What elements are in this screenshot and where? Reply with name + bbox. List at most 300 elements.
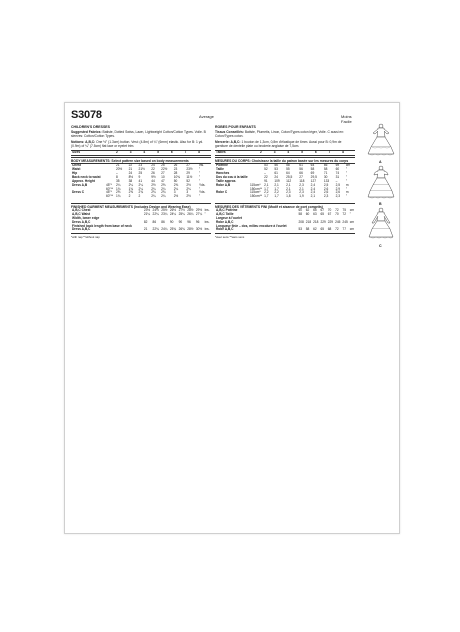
unit-cell: ins. (204, 207, 210, 212)
fabric-width (288, 228, 298, 232)
measurement-cell: 2,2 (274, 190, 279, 195)
measurement-cell: 2¼ (186, 186, 191, 191)
row-label: Dos du cou à la taille (216, 174, 248, 179)
unit-cell: " (199, 170, 201, 175)
measurement-cell: 25 (161, 163, 165, 168)
sizes-label-fr: Tailles (215, 151, 249, 156)
unit-cell: cm (349, 219, 354, 224)
measurement-cell: 2,6 (323, 190, 329, 195)
notions-text: One ½" (1.3cm) button. Vest: (4.8m) of ¼" (6mm) elastic. Also for B: 1 yd. (0.9m) of ¼" (7.5cm) flat lace or eyelet trim. (71, 140, 204, 149)
measurement-cell: 109 (274, 178, 280, 183)
difficulty-level-en: Average (199, 114, 214, 119)
measurement-cell: 2¼ (116, 182, 121, 187)
measurement-cell: 72 (342, 211, 346, 216)
measurement-cell: 245 (335, 219, 341, 224)
row-label: Robe A,B,C (216, 227, 234, 232)
fabric-width: 45"* (106, 190, 112, 195)
measurement-cell: 21 (116, 163, 120, 168)
measurement-cell: 2¼ (161, 194, 166, 199)
measurement-cell: 53 (298, 227, 302, 232)
row-label: A,B,C Poitrine (216, 207, 238, 212)
difficulty-level-fr: Moins Facile (341, 114, 352, 124)
fabrics-text: Batiste, Dotted Swiss, Lawn, Lightweight Cotton/Cotton Types. Voile. B sleeves: Cotton/Cotton Types. (71, 130, 206, 139)
footnote-fr: *avec sens **sans sens (215, 235, 245, 240)
measurement-cell: 96 (187, 219, 191, 224)
measurement-cell: 67 (320, 207, 324, 212)
notions-text-fr: 1 bouton de 1,3cm, 0,8m d'élastique de 6mm. Aussi pour B: 0,9m de garniture de dentelle plate ou broderie anglaise de 7,5cm. (215, 140, 342, 149)
measurement-cell: 69 (310, 170, 315, 175)
unit-cell: " (199, 178, 201, 183)
measurement-cell: 208 (298, 219, 304, 224)
measurement-cell: 23½ (186, 166, 193, 171)
measurement-cell: 2½ (186, 194, 191, 199)
measurement-cell: 69 (335, 163, 340, 168)
measurement-cell: 62 (305, 207, 310, 212)
size-header: 8 (341, 151, 355, 156)
measurement-cell: 2,5 (335, 182, 341, 187)
row-label: Dress A,B,C (72, 219, 91, 224)
measurement-cell: 25,5 (286, 174, 293, 179)
dress-b-icon (365, 165, 397, 201)
measurement-cell: 64 (310, 163, 315, 168)
measurement-cell: 27 (299, 174, 303, 179)
body-measurements-table-fr (215, 164, 355, 199)
measurement-cell: 58 (310, 166, 315, 171)
measurement-cell: 52 (264, 166, 268, 171)
unit-cell: m (345, 190, 349, 195)
measurement-cell: 22¼ (152, 211, 159, 216)
measurement-cell: 41 (138, 178, 143, 183)
fabric-width: 115cm* (250, 190, 261, 195)
unit-cell: " (199, 186, 201, 191)
measurement-cell: – (264, 170, 266, 175)
unit-cell: " (345, 174, 348, 179)
measurement-cell: 90 (178, 219, 183, 224)
row-label: Dress A,B,C (72, 227, 91, 232)
pattern-envelope-back (64, 102, 400, 534)
measurement-cell: 2,1 (264, 182, 269, 187)
measurement-cell: 10¾ (173, 174, 180, 179)
measurement-cell: 245 (342, 219, 348, 224)
measurement-cell: 61 (274, 170, 278, 175)
measurement-cell: 2,3 (323, 194, 329, 199)
unit-cell: " (345, 194, 348, 199)
fabric-width: 60"** (106, 194, 114, 199)
measurement-cell: 25 (138, 170, 143, 175)
measurement-cell: 68 (327, 227, 332, 232)
body-measurements-table (71, 164, 211, 199)
measurement-cell: 229 (327, 219, 334, 224)
unit-cell: ins. (199, 163, 204, 168)
measurement-cell: 96 (195, 219, 200, 224)
unit-cell: Yds. (199, 182, 206, 187)
row-label: Width, lower edge (72, 215, 100, 220)
measurement-cell: 23¼ (161, 211, 168, 216)
measurement-cell: 77 (342, 227, 346, 232)
measurement-cell: 26¼ (187, 211, 194, 216)
measurement-cell: 21¼ (143, 211, 151, 216)
measurement-cell: 1,7 (274, 194, 279, 199)
body-measurements-heading: BODY MEASUREMENTS: Select pattern size based on body measurements (71, 157, 211, 164)
measurement-cell: 133 (323, 178, 330, 183)
measurement-cell: 28 (173, 170, 178, 175)
table-row (215, 228, 355, 232)
measurement-cell: 27½ (178, 207, 185, 212)
measurement-cell: 22½ (161, 166, 168, 171)
measurement-cell: 58 (323, 166, 328, 171)
dress-a-illustration (365, 123, 397, 164)
body-measurements-heading-fr: MESURES DU CORPS: Choisissez la taille du patron basée sur les mesures du corps (215, 157, 355, 164)
measurement-cell: 8½ (128, 174, 134, 179)
measurement-cell: 2⅝ (161, 182, 166, 187)
notions-paragraph (71, 140, 211, 148)
measurement-cell: 61 (299, 163, 303, 168)
table-row (215, 195, 355, 199)
measurement-cell: – (335, 178, 338, 183)
size-header: 5 (156, 151, 170, 156)
row-label: Longueur finie – dos, milieu encolure à l'ourlet (216, 223, 287, 228)
measurement-cell: 55 (286, 166, 290, 171)
row-label (71, 195, 105, 199)
fabrics-paragraph-fr (215, 130, 355, 138)
measurement-cell: 86 (161, 219, 165, 224)
measurement-cell: 31 (335, 174, 340, 179)
measurement-cell: 47 (161, 178, 165, 183)
row-label: Robe C (216, 190, 228, 195)
row-label: Waist (72, 166, 81, 171)
measurement-cell: 2¼ (138, 186, 143, 191)
finished-measurements-heading-fr: MESURES DES VÊTEMENTS FINI (Modif et aisance de port comprits) (215, 203, 355, 209)
measurement-cell: 71 (323, 170, 328, 175)
measurement-cell: 24 (128, 170, 133, 175)
row-label: Chest (72, 163, 81, 168)
measurement-cell: 27¼ (195, 211, 203, 216)
measurement-cell: 67 (327, 211, 332, 216)
measurement-cell: 75 (342, 207, 346, 212)
dress-c-illustration (365, 207, 397, 248)
measurement-cell: 8 (116, 174, 118, 179)
measurement-cell: 2⅝ (128, 190, 134, 195)
measurement-cell: 1,7 (264, 186, 269, 191)
size-header: 6 (314, 151, 328, 156)
measurement-cell: 35 (116, 178, 120, 183)
measurement-cell: 28½ (187, 227, 194, 232)
measurement-cell: 2½ (151, 182, 156, 187)
measurement-cell: 2,1 (299, 186, 304, 191)
footnote: *with nap **without nap (71, 235, 100, 240)
table-row (71, 195, 211, 199)
header (71, 109, 361, 123)
measurement-cell: 65 (320, 211, 324, 216)
measurement-cell: 1,9 (299, 194, 304, 199)
measurement-cell: 2,6 (335, 190, 341, 195)
measurement-cell: 56 (274, 163, 278, 168)
measurement-cell: 2 (128, 194, 131, 199)
measurement-cell: 11½ (186, 174, 193, 179)
unit-cell: " (345, 166, 348, 171)
measurement-cell: 28½ (187, 207, 194, 212)
measurement-cell: 53 (274, 166, 278, 171)
measurement-cell: 127 (310, 178, 316, 183)
row-label: Dress A,B (72, 182, 88, 187)
measurement-cell: 2,4 (310, 182, 316, 187)
table-row (71, 228, 211, 232)
measurement-cell: 2⅝ (173, 182, 179, 187)
size-header: 4 (286, 151, 300, 156)
row-label: Robe A,B,C (216, 219, 234, 224)
measurement-cell: 2¼ (173, 186, 179, 191)
measurement-cell: 60 (305, 211, 310, 216)
size-header: 5 (300, 151, 314, 156)
measurement-cell: 22 (151, 166, 155, 171)
measurement-cell: 74 (335, 170, 340, 175)
measurement-cell: 112 (286, 178, 292, 183)
fabrics-label-fr: Tissus Conseillés: (215, 130, 244, 135)
measurement-cell: 2,4 (310, 190, 316, 195)
dress-a-icon (365, 123, 397, 159)
measurement-cell: 38 (128, 178, 133, 183)
measurement-cell: 2¼ (161, 186, 166, 191)
figure-label-a: A (379, 160, 382, 164)
finished-measurements-heading: FINISHED GARMENT MEASUREMENTS (Includes Design and Wearing Ease) (71, 203, 211, 209)
measurement-cell: 91 (264, 178, 268, 183)
measurement-cell: – (116, 170, 118, 175)
measurement-cell: 1,7 (264, 194, 269, 199)
fabrics-paragraph (71, 130, 211, 138)
measurement-cell: 2,1 (310, 194, 316, 199)
size-header: 2 (115, 151, 129, 156)
measurement-cell: 27 (161, 170, 165, 175)
measurement-cell: 72 (335, 227, 339, 232)
unit-cell: " (204, 211, 206, 216)
unit-cell: Yds. (199, 190, 206, 195)
english-column (71, 125, 211, 239)
notions-paragraph-fr (215, 140, 355, 148)
measurement-cell: 60 (335, 166, 340, 171)
measurement-cell: 2¾ (161, 190, 166, 195)
measurement-cell: 1¾ (116, 194, 121, 199)
row-label: Largeur à l'ourlet (216, 215, 242, 220)
measurement-cell: 1¾ (116, 186, 121, 191)
measurement-cell: 23 (173, 166, 178, 171)
measurement-cell: 2,5 (323, 182, 329, 187)
measurement-cell: 25¾ (169, 227, 177, 232)
size-header: 7 (184, 151, 198, 156)
sizes-table-fr (215, 150, 355, 156)
unit-cell: " (345, 178, 348, 183)
measurement-cell: 2¼ (151, 186, 156, 191)
measurement-cell: 24¼ (161, 227, 168, 232)
measurement-cell: 50 (173, 178, 178, 183)
row-label: Finished back length from base of neck (72, 223, 132, 228)
measurement-cell: 218 (305, 219, 312, 224)
measurement-cell: 29½ (195, 207, 203, 212)
measurement-cell: 27 (186, 163, 190, 168)
pattern-code: S3078 (71, 109, 102, 121)
measurement-cell: 29 (186, 170, 190, 175)
measurement-cell: 2,3 (299, 182, 304, 187)
measurement-cell: 2,3 (286, 190, 291, 195)
measurement-cell: 3 (173, 190, 176, 195)
size-header: 2 (259, 151, 273, 156)
fabrics-label: Suggested Fabrics: (71, 130, 102, 135)
row-label: A,B,C Waist (72, 211, 90, 216)
figure-label-c: C (379, 244, 382, 248)
unit-cell: ins. (204, 227, 210, 232)
section-title-fr: ROBES POUR ENFANTS (215, 125, 256, 129)
measurement-cell: 25½ (161, 207, 168, 212)
measurement-cell: 30½ (195, 227, 203, 232)
measurement-cell: 53 (264, 163, 268, 168)
measurement-cell: 21½ (138, 166, 145, 171)
measurement-cell: 30 (323, 174, 328, 179)
measurement-cell: 82 (143, 219, 148, 224)
measurement-cell: 2½ (186, 182, 191, 187)
measurement-cell: 63 (313, 211, 317, 216)
measurement-cell: 2¼ (128, 182, 134, 187)
unit-cell: " (199, 194, 201, 199)
unit-cell: " (199, 166, 201, 171)
unit-cell: " (345, 186, 348, 191)
figure-label-b: B (379, 202, 382, 206)
measurement-cell: 26½ (169, 207, 177, 212)
fabric-width: 150cm** (250, 194, 263, 199)
row-label (215, 195, 249, 199)
measurement-cell: 24½ (152, 207, 159, 212)
sizes-row-fr (215, 151, 355, 156)
measurement-cell: 2¼ (151, 194, 156, 199)
measurement-cell: 3 (186, 190, 189, 195)
measurement-cell: 86 (152, 219, 157, 224)
measurement-cell: 2,9 (335, 186, 341, 191)
size-header: 6 (170, 151, 184, 156)
row-label: Robe A,B (216, 182, 231, 187)
measurement-cell: 23½ (143, 207, 151, 212)
size-header: 4 (142, 151, 156, 156)
measurement-cell: 56 (299, 166, 303, 171)
measurement-cell: 26 (173, 163, 178, 168)
measurement-cell: 229 (320, 219, 326, 224)
unit-cell: ins. (204, 219, 210, 224)
fabric-width: 115cm* (250, 182, 261, 187)
measurement-cell: 218 (313, 219, 319, 224)
measurement-cell: 1,8 (286, 194, 291, 199)
size-header: 8 (197, 151, 211, 156)
measurement-cell: 118 (299, 178, 305, 183)
finished-measurements-table-fr (215, 209, 355, 232)
row-label: A,B,C Taille (216, 211, 234, 216)
measurement-cell: 24¼ (169, 211, 177, 216)
measurement-cell: 2,2 (264, 190, 269, 195)
measurement-cell: 9½ (151, 174, 156, 179)
measurement-cell: 1¾ (128, 186, 134, 191)
measurement-cell: 90 (169, 219, 174, 224)
measurement-cell: 9 (138, 174, 141, 179)
unit-cell: m (345, 182, 349, 187)
fabric-width: 45"* (106, 182, 112, 187)
row-label: Taille approx. (216, 178, 237, 183)
measurement-cell: 66 (299, 170, 303, 175)
measurement-cell: 70 (327, 207, 332, 212)
measurement-cell: 24 (151, 163, 155, 168)
measurement-cell: 72 (335, 207, 339, 212)
notions-label-fr: Mercerie: A,B,C: (215, 140, 241, 145)
measurement-cell: 65 (313, 207, 317, 212)
measurement-cell: 2¾ (151, 190, 156, 195)
measurement-cell: 2 (138, 194, 141, 199)
measurement-cell: 52 (186, 178, 190, 183)
measurement-cell: 44 (151, 178, 155, 183)
fabric-width (133, 228, 143, 232)
measurement-cell: 21 (128, 166, 133, 171)
measurement-cell: 58 (286, 163, 290, 168)
fabric-width: 150cm** (250, 186, 263, 191)
measurement-cell: 66 (323, 163, 328, 168)
measurement-cell: 25¼ (178, 211, 185, 216)
sizes-label: Sizes (71, 151, 105, 156)
notions-label: Notions: A,B,C: (71, 140, 96, 145)
unit-cell: cm (349, 227, 354, 232)
measurement-cell: 2⅝ (116, 190, 121, 195)
size-header: 3 (273, 151, 287, 156)
measurement-cell: 24 (274, 174, 278, 179)
row-label: A,B,C Chest (72, 207, 91, 212)
measurement-cell: 22 (264, 174, 268, 179)
measurement-cell: 2¼ (138, 182, 143, 187)
fabrics-text-fr: Batiste, Plumetis, Linon, Coton/Types coton léger, Voile. C aussi en: Coton/Types coton. (215, 130, 344, 139)
row-label: Approx. Height (72, 178, 95, 183)
finished-measurements-table (71, 209, 211, 232)
measurement-cell: 1,7 (274, 186, 279, 191)
measurement-cell: 22¾ (152, 227, 159, 232)
measurement-cell: 65 (320, 227, 324, 232)
measurement-cell: 64 (286, 170, 290, 175)
measurement-cell: 10 (161, 174, 165, 179)
measurement-cell: 21 (143, 227, 148, 232)
measurement-cell: 2¾ (138, 190, 143, 195)
measurement-cell: 2,3 (299, 190, 304, 195)
measurement-cell: 22 (128, 163, 133, 168)
sizes-table (71, 150, 211, 156)
measurement-cell: 23 (138, 163, 143, 168)
measurement-cell: 2,6 (323, 186, 329, 191)
measurement-cell: 26 (151, 170, 155, 175)
measurement-cell: 70 (335, 211, 339, 216)
fabric-width: 60"** (106, 186, 114, 191)
row-label: Dress C (72, 190, 85, 195)
row-label: Hip (72, 170, 78, 175)
measurement-cell: 2,4 (310, 186, 316, 191)
measurement-cell: 58 (305, 227, 310, 232)
measurement-cell: 20½ (116, 166, 123, 171)
row-label: Back neck to waist (72, 174, 101, 179)
unit-cell: " (199, 174, 201, 179)
measurement-cell: 58 (298, 211, 302, 216)
measurement-cell: 62 (313, 227, 317, 232)
row-label: Taille (216, 166, 224, 171)
unit-cell: " (345, 170, 348, 175)
row-label: Poitrine (216, 163, 228, 168)
french-column (215, 125, 355, 239)
sizes-row (71, 151, 211, 156)
measurement-cell: 26¾ (178, 227, 185, 232)
size-header: 3 (129, 151, 143, 156)
measurement-cell: 60 (298, 207, 302, 212)
unit-cell: cm (349, 207, 354, 212)
dress-illustrations (365, 123, 397, 249)
size-header: 7 (328, 151, 342, 156)
row-label: Hanches (216, 170, 230, 175)
